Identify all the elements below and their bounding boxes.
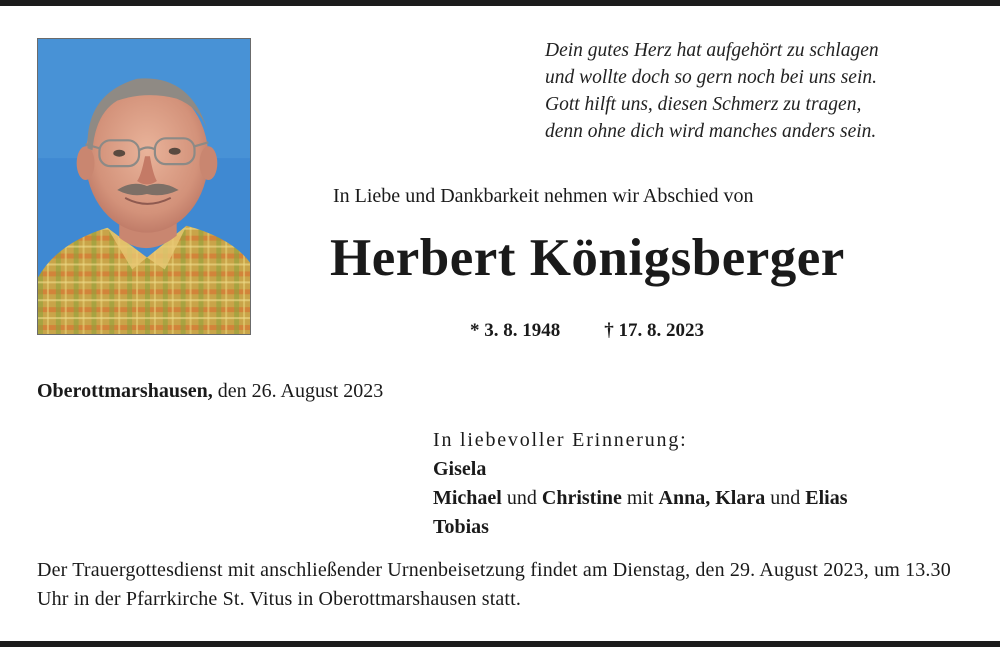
funeral-service-info: Der Trauergottesdienst mit anschließender Urnenbeisetzung findet am Dienstag, den 29. August 2023, um 13.30 Uhr in der Pfarrkirche St. Vitus in Oberottmarshausen statt.: [37, 559, 951, 610]
mourners-heading: In liebevoller Erinnerung:: [433, 429, 688, 451]
intro-text: In Liebe und Dankbarkeit nehmen wir Abschied von: [333, 185, 754, 207]
mourner-name: Elias: [805, 487, 848, 509]
mourner-name: Tobias: [433, 516, 489, 538]
connector-text: mit: [621, 487, 659, 509]
mourner-line: [433, 455, 847, 484]
mourner-name: Gisela: [433, 458, 487, 480]
birth-date: * 3. 8. 1948: [470, 320, 561, 341]
mourner-name: Christine: [541, 487, 622, 509]
portrait-photo: [37, 38, 251, 335]
portrait-illustration: [38, 39, 250, 334]
life-dates: [470, 320, 704, 342]
mourner-name: Anna, Klara: [658, 487, 766, 509]
notice-date: den 26. August 2023: [212, 380, 384, 402]
poem-line: und wollte doch so gern noch bei uns sein.: [545, 67, 878, 88]
mourner-name: Michael: [433, 487, 502, 509]
place-name: Oberottmarshausen,: [37, 380, 213, 402]
mourner-line: [433, 484, 847, 513]
poem-line: Dein gutes Herz hat aufgehört zu schlagen: [545, 40, 879, 61]
connector-text: und: [501, 487, 542, 509]
poem-line: denn ohne dich wird manches anders sein.: [545, 121, 877, 142]
place-and-date: [37, 380, 383, 403]
deceased-name: Herbert Königsberger: [330, 229, 845, 287]
death-date: † 17. 8. 2023: [604, 320, 704, 341]
connector-text: und: [765, 487, 806, 509]
poem-line: Gott hilft uns, diesen Schmerz zu tragen,: [545, 94, 862, 115]
mourners-block: [433, 426, 847, 542]
poem: [545, 37, 879, 145]
mourner-line: [433, 513, 847, 542]
